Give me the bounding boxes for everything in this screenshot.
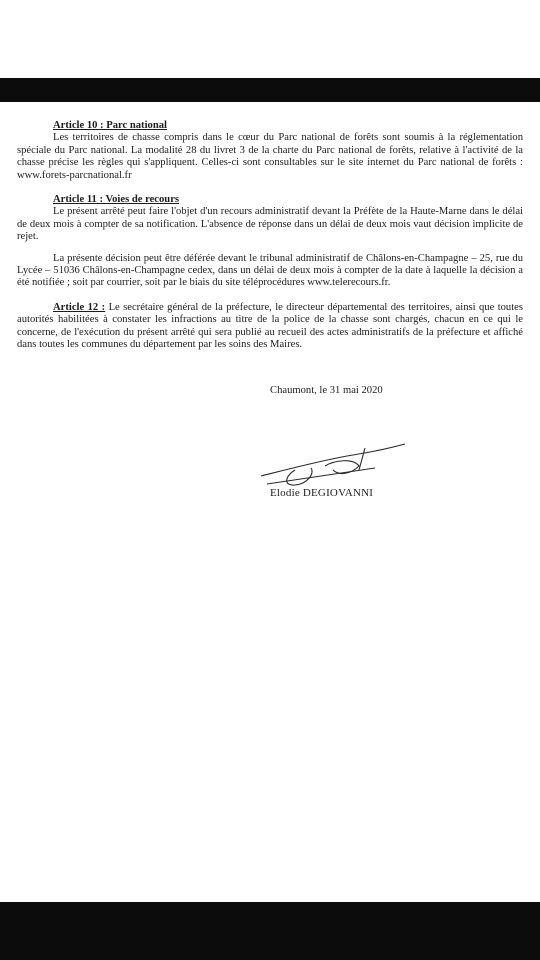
article-11-text-1: Le présent arrêté peut faire l'objet d'un recours administratif devant la Préfète de la Haute-Marne dans le délai de deux mois à compter de sa notification. L'absence de réponse dans un délai de deux mois vaut décision implicite de rejet. [17, 206, 523, 243]
document-page [17, 120, 523, 352]
article-11 [17, 194, 523, 290]
bottom-black-bar [0, 902, 540, 960]
signatory-name: Elodie DEGIOVANNI [270, 487, 374, 499]
article-11-heading: Article 11 : Voies de recours [53, 194, 180, 206]
top-black-bar [0, 78, 540, 102]
article-10-text: Les territoires de chasse compris dans le cœur du Parc national de forêts sont soumis à la réglementation spéciale du Parc national. La modalité 28 du livret 3 de la charte du Parc national de forêts, relative à l'activité de la chasse précise les règles qui s'appliquent. Celles-ci sont consultables sur le site internet du Parc national de forêts : www.forets-parcnational.fr [17, 132, 523, 181]
article-10-heading: Article 10 : Parc national [53, 120, 167, 131]
article-12-text: Le secrétaire général de la préfecture, le directeur départemental des territoires, ainsi que toutes autorités habilitées à constater les infractions au titre de la police de la chasse sont chargés, chacun en ce qui le concerne, de l'exécution du présent arrêté qui sera publié au recueil des actes administratifs de la préfecture et affiché dans toutes les communes du département par les soins des Maires. [17, 301, 523, 351]
article-12-heading: Article 12 : [53, 301, 106, 313]
article-12 [17, 302, 523, 352]
date-line: Chaumont, le 31 mai 2020 [270, 385, 383, 396]
article-10 [17, 120, 523, 182]
article-11-text-2: La présente décision peut être déférée devant le tribunal administratif de Châlons-en-Champagne – 25, rue du Lycée – 51036 Châlons-en-Champagne cedex, dans un délai de deux mois à compter de la date à laquelle la décision a été notifiée ; soit par courrier, soit par le biais du site téléprocédures www.telerecours.fr. [17, 252, 523, 289]
article-10-block [17, 120, 523, 132]
